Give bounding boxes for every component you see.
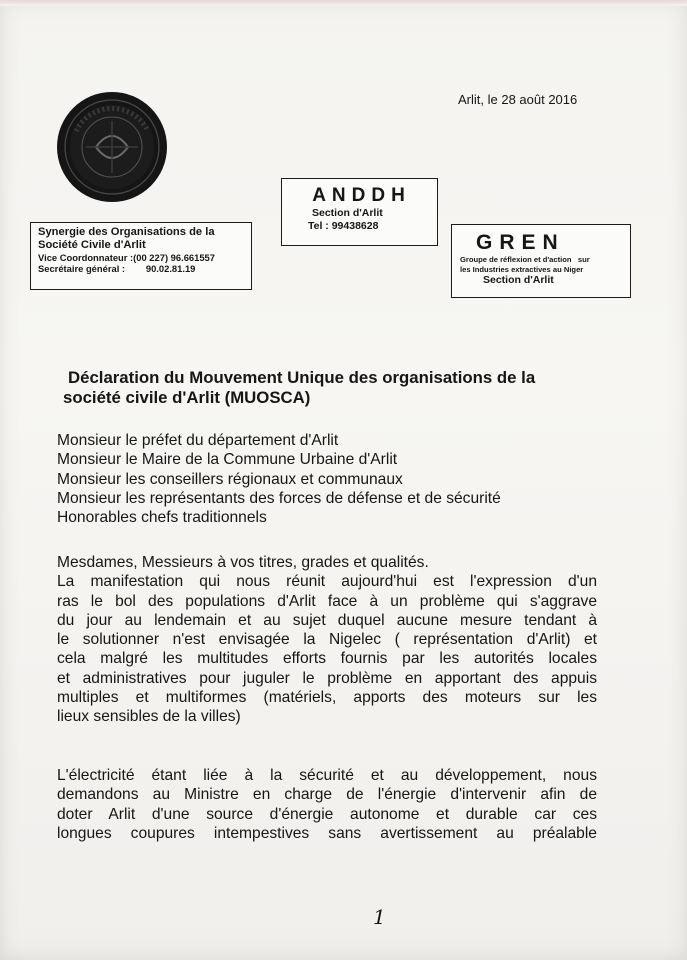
gren-description-1: Groupe de réflexion et d'action sur bbox=[460, 255, 590, 264]
synergie-header-box bbox=[30, 222, 252, 290]
declaration-title-line-2: société civile d'Arlit (MUOSCA) bbox=[63, 388, 311, 407]
synergie-secretary: Secrétaire général : 90.02.81.19 bbox=[38, 263, 196, 274]
addressee-line: Monsieur les représentants des forces de défense et de sécurité bbox=[57, 489, 501, 507]
declaration-title-line-1: Déclaration du Mouvement Unique des organisations de la bbox=[68, 368, 536, 387]
declaration-title bbox=[63, 368, 535, 408]
paragraph-line: multiples et multiformes (matériels, apports des moteurs sur les bbox=[57, 689, 597, 707]
paragraph-line: du jour au lendemain et au sujet duquel aucune mesure tendant à bbox=[57, 611, 597, 629]
paragraph-line: demandons au Ministre en charge de l'énergie d'intervenir afin de bbox=[57, 786, 597, 804]
page-number: 1 bbox=[373, 905, 386, 929]
paragraph-line: doter Arlit d'une source d'énergie autonome et durable car ces bbox=[57, 805, 597, 823]
anddh-phone: Tel : 99438628 bbox=[308, 220, 379, 232]
body-paragraph-1 bbox=[57, 553, 597, 727]
paragraph-line: L'électricité étant liée à la sécurité et au développement, nous bbox=[57, 767, 597, 784]
synergie-line-1: Synergie des Organisations de la bbox=[38, 226, 215, 238]
addressee-line: Monsieur le préfet du département d'Arlit bbox=[57, 432, 339, 449]
paragraph-line: le solutionner n'est envisagée la Nigelec ( représentation d'Arlit) et bbox=[57, 631, 597, 649]
paragraph-line: La manifestation qui nous réunit aujourd'hui est l'expression d'un bbox=[57, 573, 597, 591]
anddh-header-box bbox=[281, 178, 438, 246]
page-edge bbox=[0, 0, 687, 6]
gren-title: GREN bbox=[476, 231, 565, 254]
gren-section: Section d'Arlit bbox=[483, 274, 554, 286]
addressee-line: Monsieur les conseillers régionaux et communaux bbox=[57, 470, 403, 488]
paragraph-line: et administratives pour juguler le problème en apportant des appuis bbox=[57, 669, 597, 687]
organization-seal-icon bbox=[56, 91, 168, 203]
gren-header-box bbox=[451, 224, 631, 298]
paragraph-line: lieux sensibles de la villes) bbox=[57, 708, 241, 726]
synergie-line-2: Société Civile d'Arlit bbox=[38, 239, 146, 251]
addressee-line: Monsieur le Maire de la Commune Urbaine d'Arlit bbox=[57, 451, 398, 469]
paragraph-line: longues coupures intempestives sans avertissement au préalable bbox=[57, 824, 597, 842]
paragraph-line: Mesdames, Messieurs à vos titres, grades et qualités. bbox=[57, 554, 429, 571]
document-date: Arlit, le 28 août 2016 bbox=[458, 92, 578, 107]
paragraph-line: ras le bol des populations d'Arlit face à un problème qui s'aggrave bbox=[57, 592, 597, 610]
gren-description-2: les Industries extractives au Niger bbox=[460, 264, 584, 274]
body-paragraph-2 bbox=[57, 766, 597, 843]
anddh-title: ANDDH bbox=[312, 185, 411, 206]
addressee-list bbox=[57, 431, 597, 527]
addressee-line: Honorables chefs traditionnels bbox=[57, 509, 267, 527]
synergie-vice-coordinator: Vice Coordonnateur :(00 227) 96.661557 bbox=[38, 252, 215, 263]
anddh-section: Section d'Arlit bbox=[312, 207, 383, 219]
paragraph-line: cela malgré les multitudes efforts fournis par les autorités locales bbox=[57, 650, 597, 668]
